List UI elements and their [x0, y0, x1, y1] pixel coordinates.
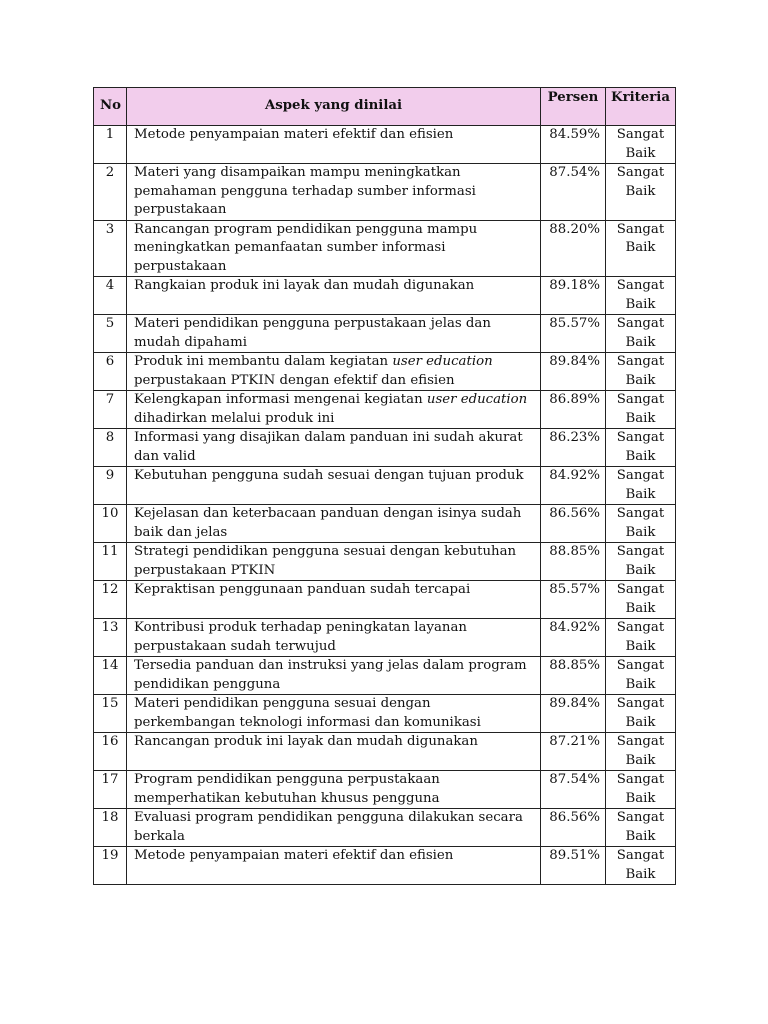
table-row — [94, 467, 676, 505]
criteria-value: Sangat Baik — [606, 733, 676, 771]
aspect-text — [127, 619, 541, 657]
aspect-text — [127, 771, 541, 809]
table-row — [94, 505, 676, 543]
percentage-value: 84.92% — [541, 619, 606, 657]
row-number: 13 — [94, 619, 127, 657]
table-row — [94, 619, 676, 657]
aspect-text-segment: perpustakaan PTKIN dengan efektif dan efisien — [134, 372, 455, 388]
aspect-text-segment: Program pendidikan pengguna perpustakaan memperhatikan kebutuhan khusus pengguna — [134, 772, 440, 806]
aspect-text — [127, 126, 541, 164]
percentage-value: 88.85% — [541, 657, 606, 695]
aspect-text — [127, 220, 541, 277]
criteria-value: Sangat Baik — [606, 391, 676, 429]
header-kriteria: Kriteria — [606, 88, 676, 126]
table-row — [94, 695, 676, 733]
table-row — [94, 220, 676, 277]
percentage-value: 85.57% — [541, 581, 606, 619]
table-body — [94, 126, 676, 885]
row-number: 4 — [94, 277, 127, 315]
header-row — [94, 88, 676, 126]
aspect-text — [127, 581, 541, 619]
aspect-text-segment: Kontribusi produk terhadap peningkatan layanan perpustakaan sudah terwujud — [134, 620, 467, 654]
criteria-value: Sangat Baik — [606, 809, 676, 847]
table-row — [94, 771, 676, 809]
aspect-text-segment: Rancangan produk ini layak dan mudah digunakan — [134, 734, 478, 749]
aspect-text — [127, 353, 541, 391]
criteria-value: Sangat Baik — [606, 695, 676, 733]
percentage-value: 88.20% — [541, 220, 606, 277]
percentage-value: 84.92% — [541, 467, 606, 505]
criteria-value: Sangat Baik — [606, 467, 676, 505]
aspect-text — [127, 657, 541, 695]
criteria-value: Sangat Baik — [606, 277, 676, 315]
aspect-text — [127, 467, 541, 505]
criteria-value: Sangat Baik — [606, 505, 676, 543]
table-row — [94, 353, 676, 391]
row-number: 1 — [94, 126, 127, 164]
aspect-text-segment: Informasi yang disajikan dalam panduan ini sudah akurat dan valid — [134, 430, 523, 464]
aspect-text — [127, 391, 541, 429]
row-number: 15 — [94, 695, 127, 733]
aspect-text-segment: dihadirkan melalui produk ini — [134, 410, 335, 426]
table-row — [94, 277, 676, 315]
percentage-value: 86.56% — [541, 809, 606, 847]
percentage-value: 86.56% — [541, 505, 606, 543]
criteria-value: Sangat Baik — [606, 164, 676, 221]
row-number: 12 — [94, 581, 127, 619]
aspect-text-segment: Materi yang disampaikan mampu meningkatkan pemahaman pengguna terhadap sumber informasi perpustakaan — [134, 165, 476, 217]
aspect-text-segment: Rangkaian produk ini layak dan mudah digunakan — [134, 278, 475, 293]
table-row — [94, 126, 676, 164]
table-row — [94, 543, 676, 581]
percentage-value: 89.84% — [541, 695, 606, 733]
aspect-text — [127, 695, 541, 733]
aspect-text — [127, 277, 541, 315]
percentage-value: 89.84% — [541, 353, 606, 391]
table-row — [94, 391, 676, 429]
aspect-text — [127, 429, 541, 467]
aspect-text-italic: user education — [426, 392, 528, 407]
row-number: 11 — [94, 543, 127, 581]
aspect-text-segment: Kejelasan dan keterbacaan panduan dengan isinya sudah baik dan jelas — [134, 506, 522, 540]
percentage-value: 84.59% — [541, 126, 606, 164]
criteria-value: Sangat Baik — [606, 543, 676, 581]
criteria-value: Sangat Baik — [606, 220, 676, 277]
criteria-value: Sangat Baik — [606, 581, 676, 619]
row-number: 3 — [94, 220, 127, 277]
table-row — [94, 164, 676, 221]
row-number: 6 — [94, 353, 127, 391]
aspect-text-segment: Metode penyampaian materi efektif dan efisien — [134, 848, 454, 863]
aspect-text-segment: Rancangan program pendidikan pengguna mampu meningkatkan pemanfaatan sumber informasi perpustakaan — [134, 221, 478, 274]
row-number: 9 — [94, 467, 127, 505]
aspect-text-segment: Materi pendidikan pengguna sesuai dengan perkembangan teknologi informasi dan komunikasi — [134, 696, 481, 730]
aspect-text — [127, 543, 541, 581]
percentage-value: 87.21% — [541, 733, 606, 771]
evaluation-table — [93, 87, 676, 885]
percentage-value: 88.85% — [541, 543, 606, 581]
aspect-text-italic: user education — [392, 354, 493, 369]
table-header — [94, 88, 676, 126]
table-row — [94, 847, 676, 885]
table-row — [94, 315, 676, 353]
table-row — [94, 733, 676, 771]
row-number: 16 — [94, 733, 127, 771]
aspect-text-segment: Kepraktisan penggunaan panduan sudah tercapai — [134, 582, 471, 597]
aspect-text-segment: Kebutuhan pengguna sudah sesuai dengan tujuan produk — [134, 468, 524, 483]
percentage-value: 87.54% — [541, 771, 606, 809]
row-number: 8 — [94, 429, 127, 467]
aspect-text-segment: Produk ini membantu dalam kegiatan — [134, 354, 393, 369]
row-number: 7 — [94, 391, 127, 429]
criteria-value: Sangat Baik — [606, 126, 676, 164]
header-aspek: Aspek yang dinilai — [127, 88, 541, 126]
aspect-text-segment: Tersedia panduan dan instruksi yang jelas dalam program pendidikan pengguna — [134, 658, 527, 692]
percentage-value: 89.51% — [541, 847, 606, 885]
row-number: 19 — [94, 847, 127, 885]
percentage-value: 86.89% — [541, 391, 606, 429]
table-row — [94, 809, 676, 847]
table-row — [94, 581, 676, 619]
aspect-text-segment: Metode penyampaian materi efektif dan efisien — [134, 127, 454, 142]
row-number: 14 — [94, 657, 127, 695]
percentage-value: 85.57% — [541, 315, 606, 353]
criteria-value: Sangat Baik — [606, 619, 676, 657]
aspect-text — [127, 733, 541, 771]
criteria-value: Sangat Baik — [606, 353, 676, 391]
aspect-text — [127, 505, 541, 543]
table-row — [94, 657, 676, 695]
table-row — [94, 429, 676, 467]
row-number: 18 — [94, 809, 127, 847]
row-number: 5 — [94, 315, 127, 353]
percentage-value: 86.23% — [541, 429, 606, 467]
criteria-value: Sangat Baik — [606, 315, 676, 353]
aspect-text — [127, 315, 541, 353]
aspect-text-segment: Evaluasi program pendidikan pengguna dilakukan secara berkala — [134, 810, 523, 844]
row-number: 10 — [94, 505, 127, 543]
header-persen: Persen — [541, 88, 606, 126]
percentage-value: 89.18% — [541, 277, 606, 315]
aspect-text — [127, 164, 541, 221]
header-no: No — [94, 88, 127, 126]
criteria-value: Sangat Baik — [606, 771, 676, 809]
aspect-text — [127, 847, 541, 885]
aspect-text-segment: Kelengkapan informasi mengenai kegiatan — [134, 392, 427, 407]
row-number: 17 — [94, 771, 127, 809]
aspect-text-segment: Strategi pendidikan pengguna sesuai dengan kebutuhan perpustakaan PTKIN — [134, 544, 517, 578]
row-number: 2 — [94, 164, 127, 221]
aspect-text-segment: Materi pendidikan pengguna perpustakaan jelas dan mudah dipahami — [134, 316, 491, 350]
aspect-text — [127, 809, 541, 847]
criteria-value: Sangat Baik — [606, 657, 676, 695]
criteria-value: Sangat Baik — [606, 429, 676, 467]
criteria-value: Sangat Baik — [606, 847, 676, 885]
percentage-value: 87.54% — [541, 164, 606, 221]
